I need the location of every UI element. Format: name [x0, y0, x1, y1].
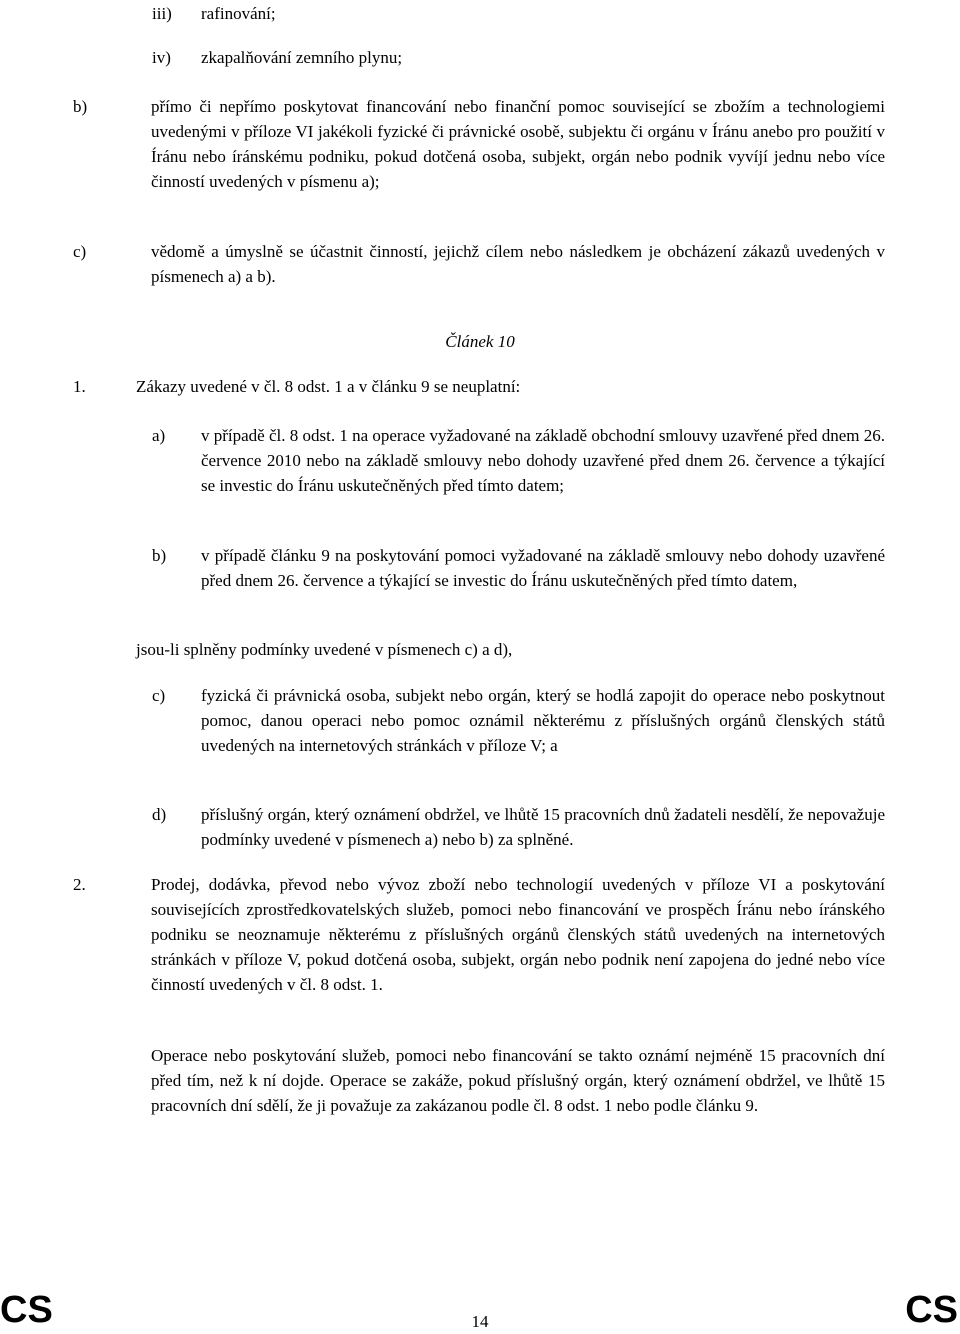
p1-item-d-label: d)	[152, 805, 167, 824]
item-iii-label: iii)	[152, 4, 172, 23]
item-iv-label: iv)	[152, 48, 171, 67]
article-heading: Článek 10	[445, 332, 515, 351]
page-number: 14	[471, 1312, 489, 1331]
paragraph-1-intro: Zákazy uvedené v čl. 8 odst. 1 a v článku 9 se neuplatní:	[136, 377, 521, 396]
p1-item-c-label: c)	[152, 686, 166, 705]
item-iv-text: zkapalňování zemního plynu;	[201, 48, 403, 67]
footer-language-code-right: CS	[905, 1289, 958, 1331]
paragraph-2-text: Prodej, dodávka, převod nebo vývoz zboží nebo technologií uvedených v příloze VI a poskytování souvisejících zprostředkovatelských služeb, pomoci nebo financování ve prospěch Íránu nebo íránského podniku se neoznamuje některému z příslušných orgánů členských států uvedených na internetových stránkách v příloze V, pokud dotčená osoba, subjekt, orgán nebo podnik není zapojena do jedné nebo více činností uvedených v čl. 8 odst. 1.	[151, 875, 885, 994]
p1-item-b-label: b)	[152, 546, 167, 565]
paragraph-2-continuation: Operace nebo poskytování služeb, pomoci nebo financování se takto oznámí nejméně 15 pracovních dní před tím, než k ní dojde. Operace se zakáže, pokud příslušný orgán, který oznámení obdržel, ve lhůtě 15 pracovních dní sdělí, že ji považuje za zakázanou podle čl. 8 odst. 1 nebo podle článku 9.	[151, 1046, 885, 1115]
item-b-text: přímo či nepřímo poskytovat financování nebo finanční pomoc související se zbožím a technologiemi uvedenými v příloze VI jakékoli fyzické či právnické osobě, subjektu či orgánu v Íránu anebo pro použití v Íránu nebo íránskému podniku, pokud dotčená osoba, subjekt, orgán nebo podnik vyvíjí jednu nebo více činností uvedených v písmenu a);	[151, 97, 885, 191]
p1-item-d-text: příslušný orgán, který oznámení obdržel, ve lhůtě 15 pracovních dnů žadateli nesdělí, že nepovažuje podmínky uvedené v písmenech a) nebo b) za splněné.	[201, 805, 885, 849]
p1-item-c-text: fyzická či právnická osoba, subjekt nebo orgán, který se hodlá zapojit do operace nebo poskytnout pomoc, danou operaci nebo pomoc oznámil některému z příslušných orgánů členských států uvedených na internetových stránkách v příloze V; a	[201, 686, 885, 755]
item-b-label: b)	[73, 97, 88, 116]
footer-language-code-left: CS	[0, 1289, 53, 1331]
item-c-text: vědomě a úmyslně se účastnit činností, jejichž cílem nebo následkem je obcházení zákazů uvedených v písmenech a) a b).	[151, 242, 885, 286]
item-iii-text: rafinování;	[201, 4, 276, 23]
paragraph-1-number: 1.	[73, 377, 86, 396]
condition-line: jsou-li splněny podmínky uvedené v písmenech c) a d),	[136, 640, 513, 659]
p1-item-a-label: a)	[152, 426, 166, 445]
p1-item-b-text: v případě článku 9 na poskytování pomoci vyžadované na základě smlouvy nebo dohody uzavřené před dnem 26. července a týkající se investic do Íránu uskutečněných před tímto datem,	[201, 546, 885, 590]
item-c-label: c)	[73, 242, 87, 261]
p1-item-a-text: v případě čl. 8 odst. 1 na operace vyžadované na základě obchodní smlouvy uzavřené před dnem 26. července 2010 nebo na základě smlouvy nebo dohody uzavřené před dnem 26. července a týkající se investic do Íránu uskutečněných před tímto datem;	[201, 426, 886, 495]
paragraph-2-number: 2.	[73, 875, 86, 894]
